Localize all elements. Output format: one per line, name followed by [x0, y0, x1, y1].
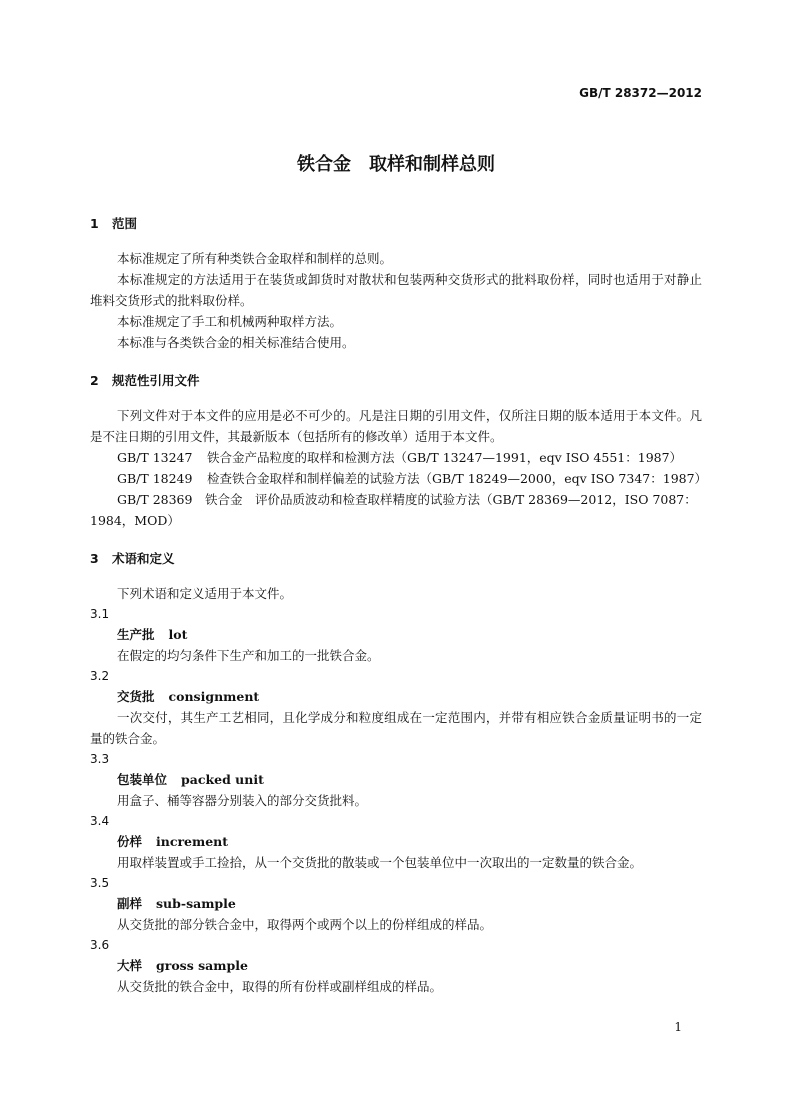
section-title: 规范性引用文件 [112, 373, 200, 388]
section-number: 1 [90, 216, 99, 231]
section-number: 3 [90, 551, 99, 566]
paragraph: 下列文件对于本文件的应用是必不可少的。凡是注日期的引用文件，仅所注日期的版本适用于本文件。凡是不注日期的引用文件，其最新版本（包括所有的修改单）适用于本文件。 [90, 408, 702, 444]
term-cn: 副样 [117, 896, 143, 911]
term-name [90, 893, 702, 914]
term-cn: 生产批 [117, 627, 155, 642]
term-cn: 大样 [117, 958, 143, 973]
section-title: 术语和定义 [112, 551, 175, 566]
term-en: lot [168, 627, 188, 642]
section-heading-references [90, 371, 702, 391]
term-name [90, 955, 702, 976]
term-en: sub-sample [156, 896, 236, 911]
standard-code: GB/T 28372—2012 [579, 86, 702, 100]
section-heading-terms [90, 549, 702, 569]
document-title: 铁合金 取样和制样总则 [297, 154, 495, 175]
section-heading-scope [90, 214, 702, 234]
reference-code: GB/T 13247 [117, 450, 193, 465]
term-definition: 用取样装置或手工捡拾，从一个交货批的散装或一个包装单位中一次取出的一定数量的铁合金。 [117, 855, 643, 870]
paragraph: 本标准规定的方法适用于在装货或卸货时对散状和包装两种交货形式的批料取份样，同时也适用于对静止堆料交货形式的批料取份样。 [90, 272, 702, 308]
reference-item: GB/T 28369 铁合金 评价品质波动和检查取样精度的试验方法（GB/T 28369—2012，ISO 7087：1984，MOD） [90, 492, 697, 528]
term-cn: 交货批 [117, 689, 155, 704]
term-definition: 用盒子、桶等容器分别装入的部分交货批料。 [117, 793, 368, 808]
term-name [90, 769, 702, 790]
reference-item [90, 447, 702, 468]
term-number: 3.4 [90, 814, 110, 828]
document-body [90, 214, 708, 997]
section-title: 范围 [112, 216, 138, 231]
reference-text: 铁合金产品粒度的取样和检测方法（GB/T 13247—1991，eqv ISO 4551：1987） [207, 450, 683, 465]
term-definition: 从交货批的部分铁合金中，取得两个或两个以上的份样组成的样品。 [117, 917, 493, 932]
term-en: increment [156, 834, 229, 849]
term-number: 3.6 [90, 938, 110, 952]
term-definition: 从交货批的铁合金中，取得的所有份样或副样组成的样品。 [117, 979, 443, 994]
term-number: 3.2 [90, 669, 110, 683]
page-number: 1 [674, 1020, 682, 1034]
paragraph: 本标准与各类铁合金的相关标准结合使用。 [117, 335, 355, 350]
term-en: gross sample [156, 958, 248, 973]
term-name [90, 624, 702, 645]
term-definition: 一次交付，其生产工艺相同，且化学成分和粒度组成在一定范围内，并带有相应铁合金质量证明书的一定量的铁合金。 [90, 710, 702, 746]
term-en: consignment [168, 689, 260, 704]
reference-text: 检查铁合金取样和制样偏差的试验方法（GB/T 18249—2000，eqv ISO 7347：1987） [207, 471, 708, 486]
term-cn: 包装单位 [117, 772, 168, 787]
term-en: packed unit [181, 772, 264, 787]
term-number: 3.1 [90, 607, 110, 621]
term-cn: 份样 [117, 834, 143, 849]
paragraph: 本标准规定了所有种类铁合金取样和制样的总则。 [117, 251, 393, 266]
section-number: 2 [90, 373, 99, 388]
term-number: 3.5 [90, 876, 110, 890]
reference-item [90, 468, 708, 489]
term-definition: 在假定的均匀条件下生产和加工的一批铁合金。 [117, 648, 380, 663]
reference-code: GB/T 18249 [117, 471, 193, 486]
term-name [90, 686, 702, 707]
paragraph: 下列术语和定义适用于本文件。 [117, 586, 293, 601]
term-number: 3.3 [90, 752, 110, 766]
term-name [90, 831, 702, 852]
paragraph: 本标准规定了手工和机械两种取样方法。 [117, 314, 343, 329]
